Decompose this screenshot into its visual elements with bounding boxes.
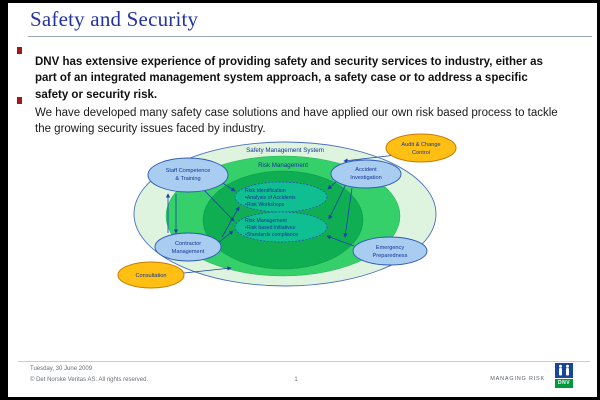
risk-management-node [235,212,327,242]
footer-divider [18,361,590,362]
contractor-management-label-1: Contractor [174,241,202,247]
consultation-label: Consultation [135,273,167,279]
consultation-bubble [118,262,184,288]
dnv-logo-text: DNV [555,379,573,388]
accident-investigation-label-1: Accident [355,167,377,173]
risk-management-title: Risk Management [245,218,287,224]
slide-canvas [8,3,597,397]
contractor-management-bubble [155,233,221,261]
risk-management-item-2: •Standards compliance [245,232,299,238]
body-paragraph-2: We have developed many safety case solutions and have applied our own risk based process to tackle the growing security issues faced by industry. [35,106,558,136]
staff-competence-label-1: Staff Competence [165,168,211,174]
safety-management-system-label: Safety Management System [246,147,324,154]
audit-change-control-label-2: Control [411,150,431,156]
staff-competence-bubble [148,158,228,192]
title-divider [28,36,592,37]
risk-identification-item-2: •Risk Workshops [245,202,285,208]
accident-investigation-label-2: Investigation [350,175,382,181]
footer-date: Tuesday, 30 June 2009 [30,366,93,372]
emergency-preparedness-bubble [353,237,427,265]
audit-change-control-label-1: Audit & Change [401,142,441,148]
slide-page-number: 1 [294,377,298,383]
body-paragraph-1: DNV has extensive experience of providing safety and security services to industry, either as part of an integrated management system approach, a safety case or to address a specific safety or security risk. [35,55,543,102]
risk-identification-item-1: •Analysis of Accidents [245,195,296,201]
accident-investigation-bubble [331,160,401,188]
footer-tagline: MANAGING RISK [490,376,545,382]
risk-identification-node [235,182,327,212]
risk-identification-title: Risk Identification [245,188,286,194]
emergency-preparedness-label-1: Emergency [375,245,405,251]
audit-change-control-bubble [386,134,456,162]
emergency-preparedness-label-2: Preparedness [372,253,408,259]
paragraph-bullet-marker [17,97,22,104]
contractor-management-label-2: Management [171,249,205,255]
footer-copyright: © Det Norske Veritas AS. All rights reserved. [30,377,149,383]
risk-management-item-1: •Risk based initiatives [245,225,296,231]
safety-management-diagram [100,130,470,295]
staff-competence-label-2: & Training [175,176,201,182]
risk-management-ring-label: Risk Management [258,162,308,169]
paragraph-bullet-marker [17,47,22,54]
dnv-emblem-icon [555,363,573,378]
dnv-logo [555,363,573,388]
slide-title: Safety and Security [30,7,199,31]
